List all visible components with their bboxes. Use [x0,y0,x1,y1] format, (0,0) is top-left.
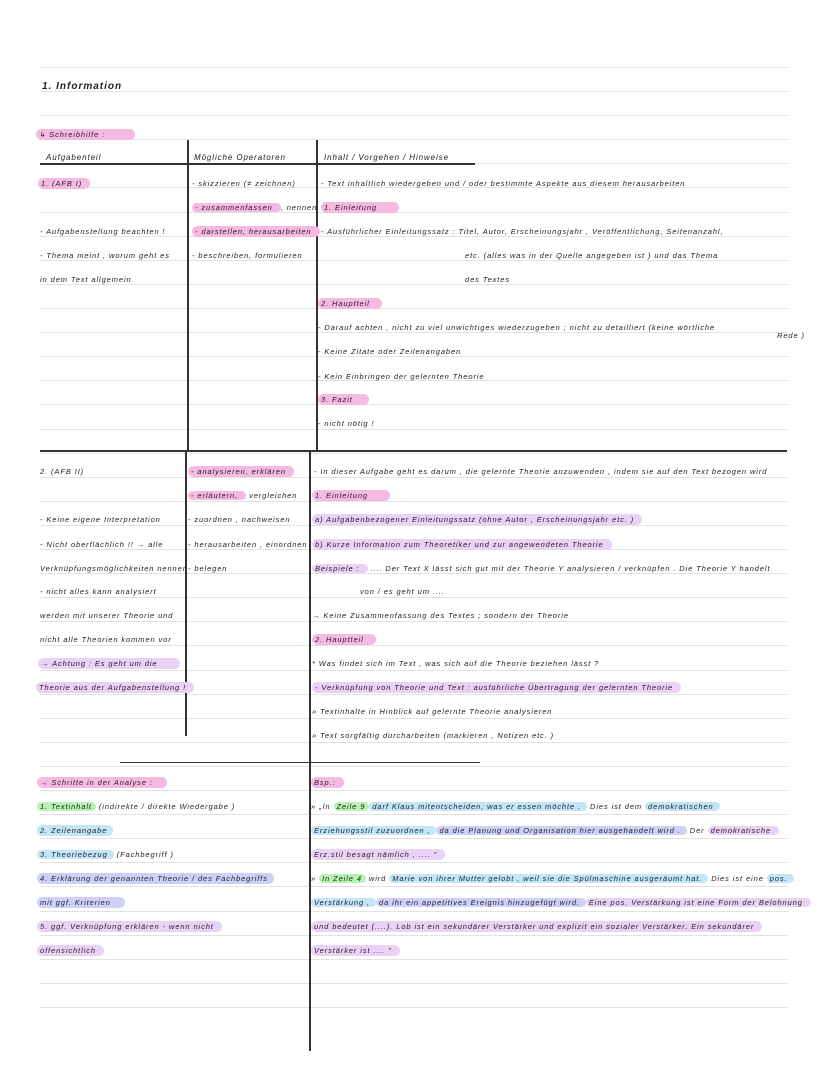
ruled-line [40,670,788,671]
step: 4. Erklärung der genannten Theorie / des Fachbegriffs [37,873,274,884]
header-operatoren: Mögliche Operatoren [194,153,286,162]
quote-mark: » [311,874,320,883]
note: nicht alle Theorien kommen vor [40,635,172,644]
ruled-line [40,404,788,405]
note: etc. (alles was in der Quelle angegeben ist ) und das Thema [465,251,719,260]
step: offensichtlich [37,945,104,956]
header-inhalt: Inhalt / Vorgehen / Hinweise [324,153,449,162]
ruled-line [40,139,788,140]
ruled-line [40,621,788,622]
header-aufgabenteil: Aufgabenteil [46,153,102,162]
ruled-line [40,959,788,960]
step-detail: (Fachbegriff ) [116,850,174,859]
note-highlight: a) Aufgabenbezogener Einleitungssatz (ohne Autor , Erscheinungsjahr etc. ) [312,514,642,525]
operator: - herausarbeiten , einordnen [188,540,308,549]
note: → Keine Zusammenfassung des Textes ; sondern der Theorie [312,611,569,620]
example-theory-explanation: Eine pos. Verstärkung ist eine Form der Belohnung [586,898,811,907]
quote-mark: » „In [311,802,334,811]
note: - nicht nötig ! [318,419,375,428]
ruled-line [40,766,788,767]
subheading: 1. Einleitung [321,202,399,213]
ruled-line [40,862,788,863]
example-theory-explanation: Erz.stil besagt nämlich , .... " [311,849,445,860]
ruled-line [40,935,788,936]
example-text: Der [689,826,708,835]
note: - Nicht oberflächlich !! → alle [40,540,164,549]
ruled-line [40,694,788,695]
example-theory: Erziehungsstil zuzuordnen , [311,826,436,835]
ruled-line [40,597,788,598]
operator: - skizzieren (≠ zeichnen) [192,179,296,188]
example-theory-explanation: Verstärker ist .... " [311,945,400,956]
step: 3. Theoriebezug [37,850,114,859]
subheading: 3. Fazit [318,394,369,405]
note: in dem Text allgemein [40,275,132,284]
step: mit ggf. Kriterien [37,897,125,908]
note: Verknüpfungsmöglichkeiten nennen [40,564,188,573]
operator: , nennen [280,203,318,212]
operator: - analysieren, erklären [188,466,294,477]
note: - Thema meint , worum geht es [40,251,170,260]
note: von / es geht um .... [360,587,445,596]
divider [187,140,189,451]
step: 1. Textinhalt [37,802,96,811]
example-label: Beispiele : [312,564,368,573]
note: - nicht alles kann analysiert [40,587,157,596]
operator: - erläutern, [188,491,246,500]
example-line-ref: In Zeile 4 [319,874,366,883]
ruled-line [40,67,788,68]
note-highlight: b) Kurze Information zum Theoretiker und zur angewendeten Theorie [312,539,612,550]
ruled-line [40,477,788,478]
subheading: 1. Einleitung [312,490,390,501]
ruled-line [40,453,788,454]
ruled-line [40,911,788,912]
note: - In dieser Aufgabe geht es darum , die gelernte Theorie anzuwenden , indem sie auf den Text bezogen wird [314,467,768,476]
schreibhilfe-label: ↳ Schreibhilfe : [36,129,135,140]
section-divider [120,762,480,763]
note: - Aufgabenstellung beachten ! [40,227,166,236]
note-highlight: → Achtung : Es geht um die [38,658,180,669]
step: 5. ggf. Verknüpfung erklären - wenn nicht [37,921,222,932]
afb2-label: 2. (AFB II) [40,467,85,476]
ruled-line [40,115,788,116]
operator: - zusammenfassen [192,203,281,212]
ruled-line [40,718,788,719]
ruled-line [40,284,788,285]
note: des Textes [465,275,510,284]
divider [316,140,318,451]
ruled-line [40,501,788,502]
ruled-line [40,212,788,213]
example-text: Dies ist dem [590,802,646,811]
ruled-line [40,429,788,430]
note: werden mit unserer Theorie und [40,611,174,620]
note: - Text inhaltlich wiedergeben und / oder bestimmte Aspekte aus diesem herausarbeiten [321,179,686,188]
example-theory-explanation: demokratische [708,826,779,835]
ruled-line [40,838,788,839]
operator: - beschreiben, formulieren [192,251,303,260]
page-title: 1. Information [42,81,123,92]
step: 2. Zeilenangabe [37,825,113,836]
note: * Was findet sich im Text , was sich auf die Theorie beziehen lässt ? [312,659,600,668]
ruled-line [40,308,788,309]
note: - Keine Zitate oder Zeilenangaben [318,347,462,356]
note: Rede ) [777,331,805,340]
ruled-line [40,814,788,815]
note: » Textinhalte in Hinblick auf gelernte Theorie analysieren [312,707,553,716]
header-underline [40,163,475,165]
ruled-line [40,886,788,887]
divider [185,451,187,736]
note-highlight: - Verknüpfung von Theorie und Text : ausführliche Übertragung der gelernten Theorie [312,682,681,693]
ruled-line [40,525,788,526]
example-theory: pos. [767,874,794,883]
example-label: Bsp.: [311,777,344,788]
example-content: Marie von ihrer Mutter gelobt , weil sie die Spülmaschine ausgeräumt hat. [389,874,708,883]
example-theory: Verstärkung , [311,898,376,907]
example-text: wird [368,874,390,883]
ruled-line [40,742,788,743]
example-theory-explanation: und bedeutet (....). Lob ist ein sekundärer Verstärker und explizit ein sozialer Verstärker. Ein sekundärer [311,921,762,932]
example-content: darf Klaus mitentscheiden, was er essen möchte . [369,802,587,811]
example-theory: demokratischen [645,802,720,811]
example-explanation: da die Planung und Organisation hier ausgehandelt wird . [436,826,686,835]
operator: vergleichen [249,491,298,500]
afb1-label: 1. (AFB I) [38,178,90,189]
ruled-line [40,790,788,791]
example-explanation: da ihr ein appetitives Ereignis hinzugefügt wird. [376,898,586,907]
note: - Kein Einbringen der gelernten Theorie [318,372,485,381]
note-highlight: Theorie aus der Aufgabenstellung ! [36,682,194,693]
note: - Darauf achten , nicht zu viel unwichtiges wiederzugeben ; nicht zu detailliert (keine wörtliche [318,323,716,332]
operator: - belegen [188,564,228,573]
ruled-line [40,983,788,984]
analysis-steps-heading: → Schritte in der Analyse : [37,777,167,788]
ruled-line [40,91,788,92]
divider [309,451,311,1051]
ruled-line [40,1007,788,1008]
example-line-ref: Zeile 9 [334,802,370,811]
note: - Ausführlicher Einleitungssatz : Titel, Autor, Erscheinungsjahr , Veröffentlichung, Seitenanzahl, [321,227,724,236]
note: - Keine eigene Interpretation [40,515,161,524]
section-divider [40,450,787,452]
note: » Text sorgfältig durcharbeiten (markieren , Notizen etc. ) [312,731,555,740]
subheading: 2. Hauptteil [318,298,382,309]
example-text: Dies ist eine [711,874,767,883]
note: .... Der Text X lässt sich gut mit der Theorie Y analysieren / verknüpfen . Die Theorie Y handelt [370,564,771,573]
subheading: 2. Hauptteil [312,634,376,645]
step-detail: (indirekte / direkte Wiedergabe ) [98,802,236,811]
operator: - darstellen, herausarbeiten [192,226,320,237]
operator: - zuordnen , nachweisen [188,515,291,524]
ruled-line [40,645,788,646]
